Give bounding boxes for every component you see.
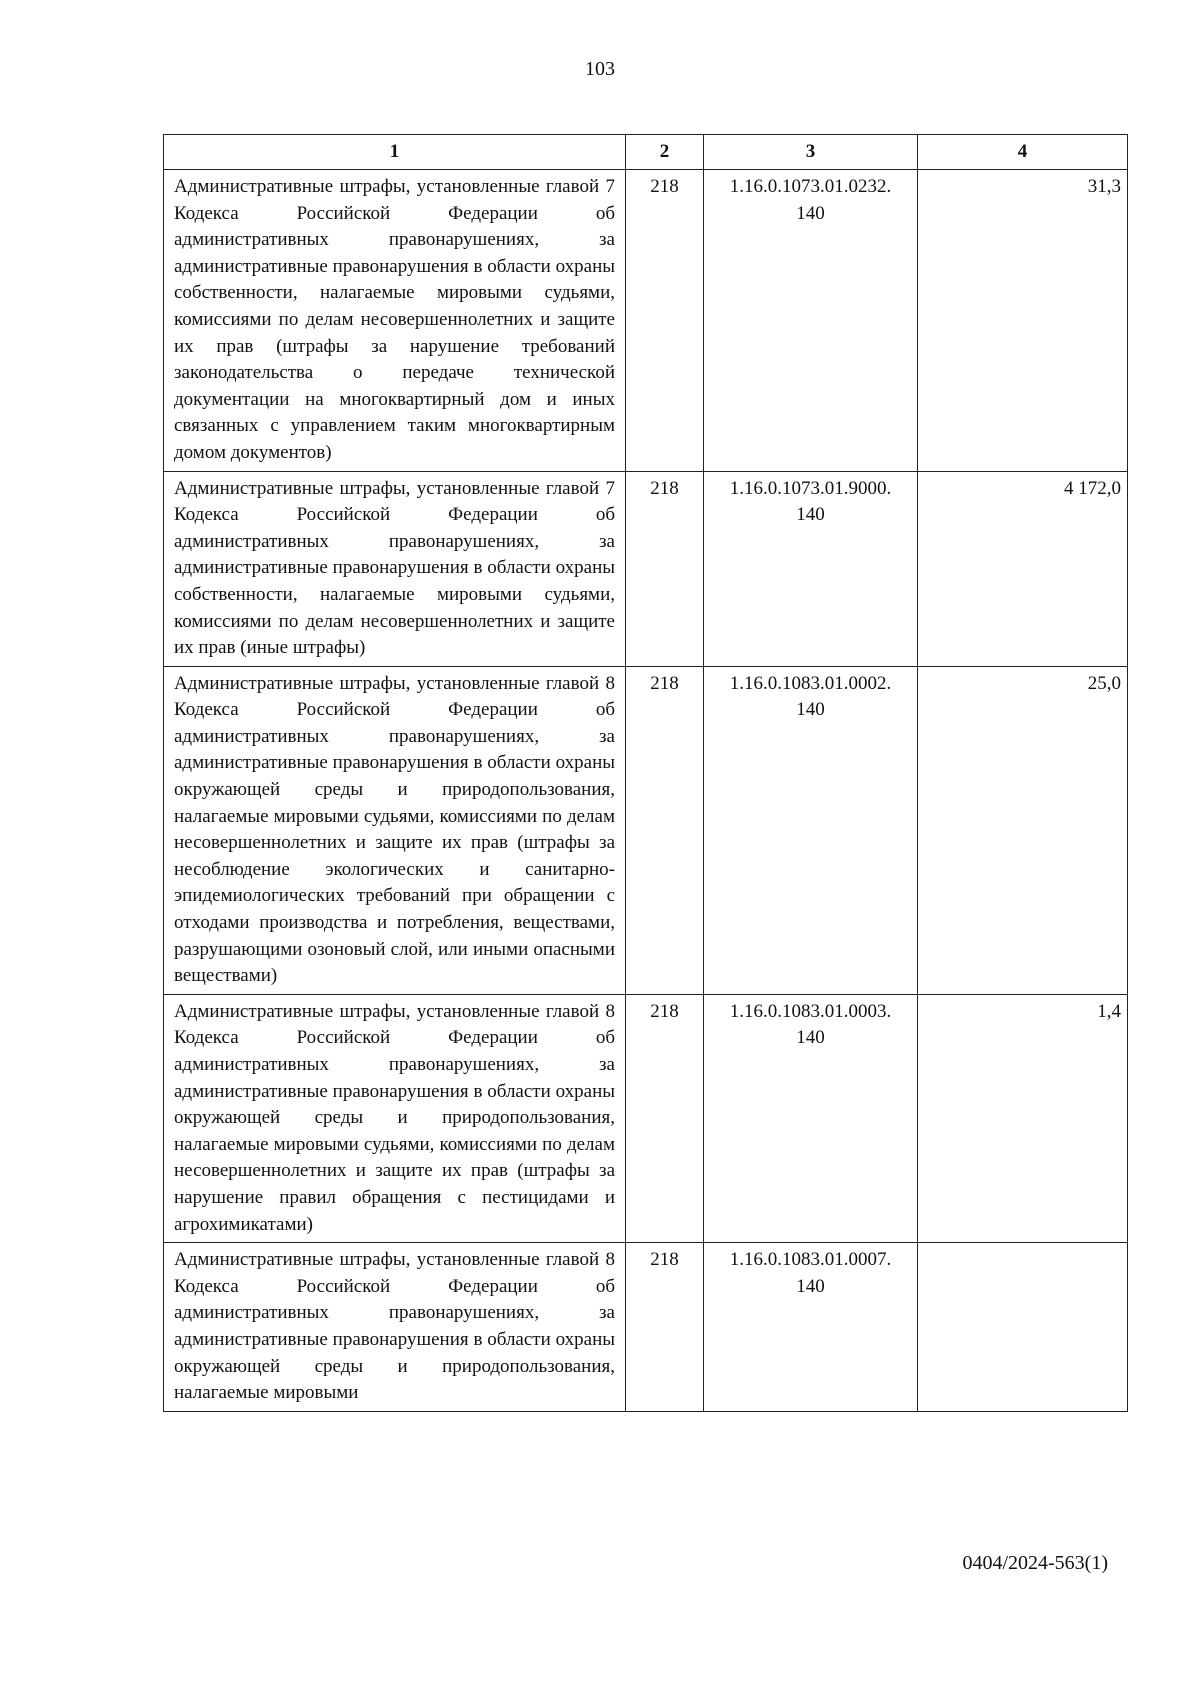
- table-row: [164, 471, 1128, 666]
- column-header-2: 2: [626, 135, 704, 170]
- row-description: Административные штрафы, установленные главой 7 Кодекса Российской Федерации об административных правонарушениях, за административные правонарушения в области охраны собственности, налагаемые мировыми судьями, комиссиями по делам несовершеннолетних и защите их прав (иные штрафы): [164, 471, 626, 666]
- budget-code-part2: 140: [796, 1275, 825, 1297]
- row-budget-code: [704, 170, 918, 472]
- page-number: 103: [585, 58, 615, 80]
- document-number: 0404/2024-563(1): [962, 1552, 1108, 1574]
- row-amount: 25,0: [918, 666, 1128, 994]
- row-amount: 31,3: [918, 170, 1128, 472]
- row-admin-code: 218: [626, 994, 704, 1242]
- table-header-row: [164, 135, 1128, 170]
- budget-code-part2: 140: [796, 699, 825, 721]
- table-row: [164, 1243, 1128, 1412]
- row-amount: [918, 1243, 1128, 1412]
- table-row: [164, 994, 1128, 1242]
- row-admin-code: 218: [626, 1243, 704, 1412]
- row-budget-code: [704, 471, 918, 666]
- budget-code-part1: 1.16.0.1083.01.0003.: [729, 1000, 892, 1022]
- budget-code-part1: 1.16.0.1073.01.9000.: [729, 477, 892, 499]
- budget-code-part1: 1.16.0.1083.01.0007.: [729, 1249, 892, 1271]
- budget-code-part2: 140: [796, 1027, 825, 1049]
- row-admin-code: 218: [626, 666, 704, 994]
- row-budget-code: [704, 994, 918, 1242]
- column-header-3: 3: [704, 135, 918, 170]
- table-row: [164, 170, 1128, 472]
- row-admin-code: 218: [626, 170, 704, 472]
- revenue-table: [163, 134, 1128, 1412]
- row-description: Административные штрафы, установленные главой 8 Кодекса Российской Федерации об административных правонарушениях, за административные правонарушения в области охраны окружающей среды и природопользования, налагаемые мировыми судьями, комиссиями по делам несовершеннолетних и защите их прав (штрафы за нарушение правил обращения с пестицидами и агрохимикатами): [164, 994, 626, 1242]
- budget-code-part2: 140: [796, 202, 825, 224]
- budget-code-part1: 1.16.0.1073.01.0232.: [729, 176, 892, 197]
- row-description: Административные штрафы, установленные главой 8 Кодекса Российской Федерации об административных правонарушениях, за административные правонарушения в области охраны окружающей среды и природопользования, налагаемые мировыми судьями, комиссиями по делам несовершеннолетних и защите их прав (штрафы за несоблюдение экологических и санитарно-эпидемиологических требований при обращении с отходами производства и потребления, веществами, разрушающими озоновый слой, или иными опасными веществами): [164, 666, 626, 994]
- row-admin-code: 218: [626, 471, 704, 666]
- row-description: Административные штрафы, установленные главой 8 Кодекса Российской Федерации об административных правонарушениях, за административные правонарушения в области охраны окружающей среды и природопользования, налагаемые мировыми: [164, 1243, 626, 1412]
- row-budget-code: [704, 1243, 918, 1412]
- row-amount: 4 172,0: [918, 471, 1128, 666]
- budget-code-part1: 1.16.0.1083.01.0002.: [729, 672, 892, 694]
- row-amount: 1,4: [918, 994, 1128, 1242]
- row-budget-code: [704, 666, 918, 994]
- row-description: Административные штрафы, установленные главой 7 Кодекса Российской Федерации об административных правонарушениях, за административные правонарушения в области охраны собственности, налагаемые мировыми судьями, комиссиями по делам несовершеннолетних и защите их прав (штрафы за нарушение требований законодательства о передаче технической документации на многоквартирный дом и иных связанных с управлением таким многоквартирным домом документов): [164, 170, 626, 472]
- table-row: [164, 666, 1128, 994]
- budget-code-part2: 140: [796, 504, 825, 526]
- column-header-1: 1: [164, 135, 626, 170]
- column-header-4: 4: [918, 135, 1128, 170]
